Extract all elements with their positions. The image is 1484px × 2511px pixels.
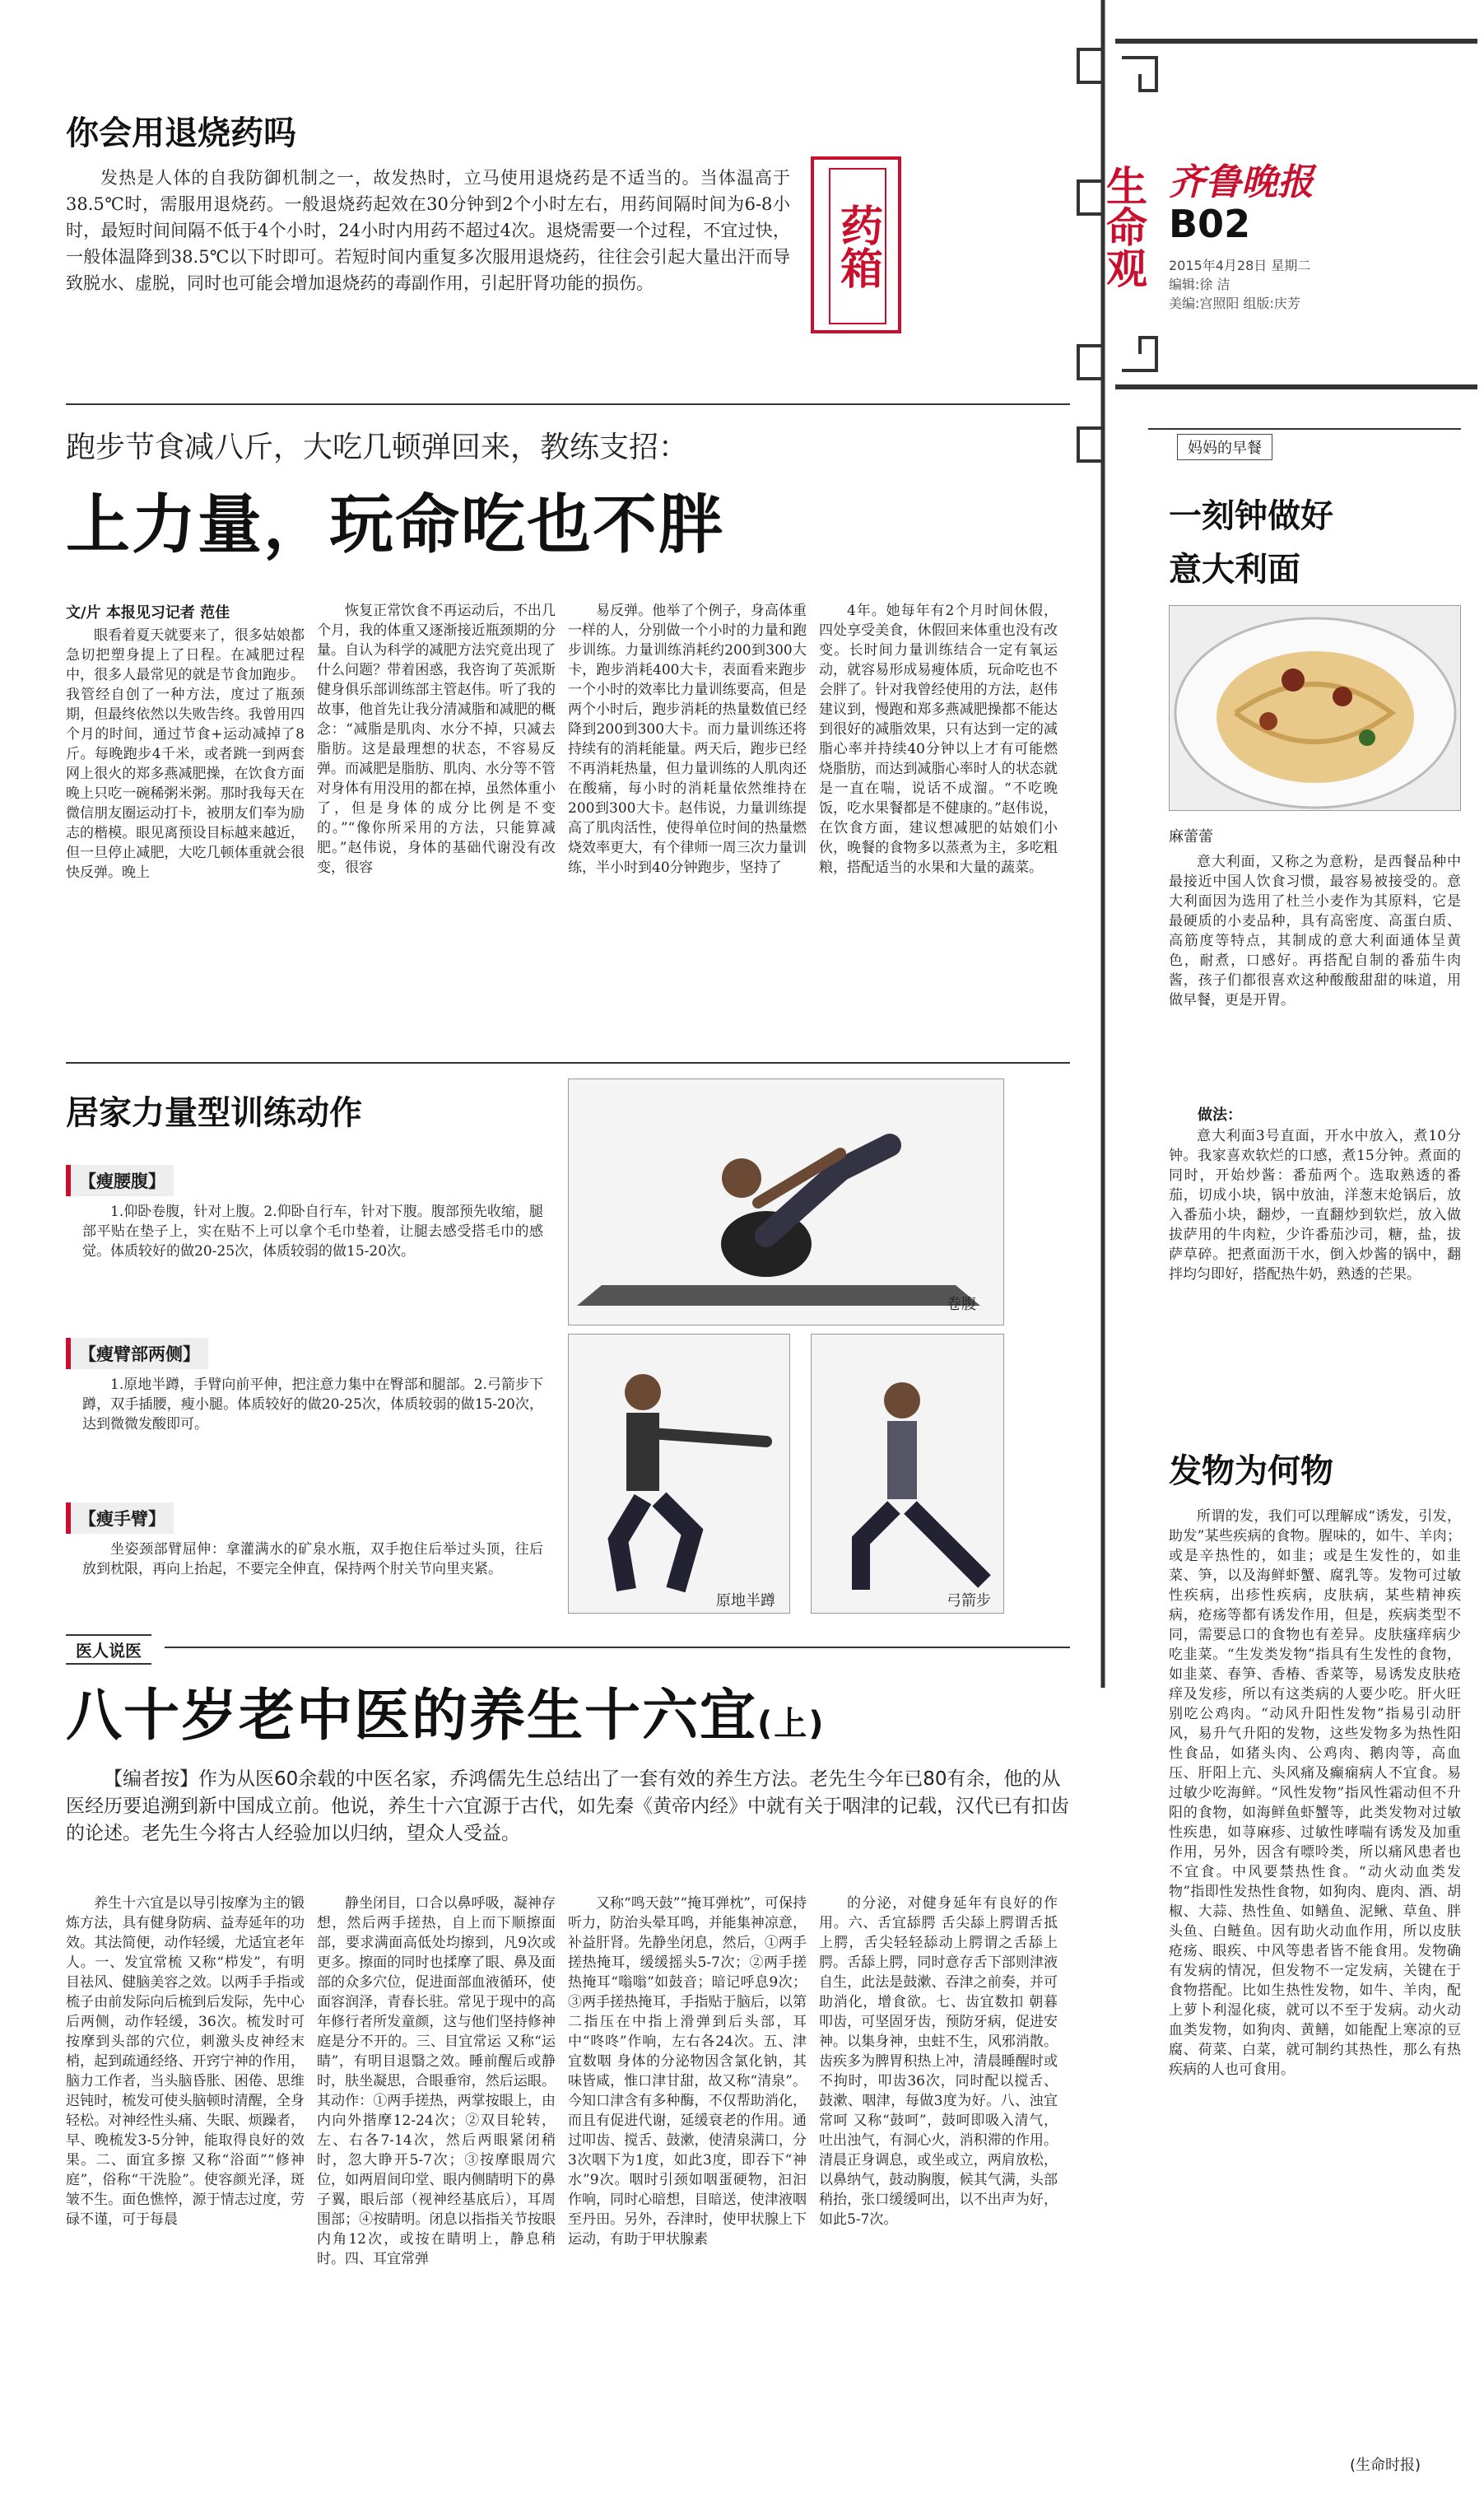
training-label-arms: 【瘦手臂】 [66,1502,174,1534]
sidebar-method: 意大利面3号直面，开水中放入，煮10分钟。我家喜欢软烂的口感，煮15分钟。煮面的同时，开始炒酱：番茄两个。选取熟透的番茄，切成小块，锅中放油，洋葱末炝锅后，放入番茄小块，翻炒，一直翻炒到软烂，放入做拔萨用的牛肉粒，少许番茄沙司，糖，盐，拔萨草碎。把煮面沥干水，倒入炒酱的锅中，翻拌均匀即好，搭配热牛奶，熟透的芒果。 [1169,1128,1461,1283]
medicine-box-badge: 药箱 [811,156,901,333]
sidebar-body-2: 所谓的发，我们可以理解成“诱发，引发，助发”某些疾病的食物。腥味的，如牛、羊肉；或是辛热性的，如韭；或是生发性的，如韭菜、笋，以及海鲜虾蟹、腐乳等。发物可过敏性疾病，出疹性疾病，皮肤病，某些精神疾病，疮疡等都有诱发作用，但是，疾病类型不同，需要忌口的食物也有差异。皮肤瘙痒病少吃韭菜。“生发类发物”指具有生发性的食物，如韭菜、春笋、香椿、香菜等，易诱发皮肤疮痒及发疹，所以有这类病的人要少吃。肝火旺别吃公鸡肉。“动风升阳性发物”指易引动肝风，易升气升阳的发物，这些发物多为热性阳性食品，如猪头肉、公鸡肉、鹅肉等，高血压、肝阳上亢、头风痛及癫痫病人不宜食。易过敏少吃海鲜。“风性发物”指风性霜动但不升阳的食物，如海鲜鱼虾蟹等，此类发物对过敏性疾患，如荨麻疹、过敏性哮喘有诱发及加重作用，另外，因含有嘌呤类，所以痛风患者也不宜食。中风要禁热性食。“动火动血类发物”指即性发热性食物，如狗肉、鹿肉、酒、胡椒、大蒜、热性鱼、如鳝鱼、泥鳅、草鱼、胖头鱼、白鲢鱼。因有助火动血作用，所以皮肤疮疡、眼疾、中风等患者皆不能食用。发物确有发病的情况，但发物不一定发病，关键在于食物搭配。比如生热性发物，如牛、羊肉，配上萝卜利湿化痰，就可以不至于发病。动火动血类发物，如狗肉、黄鳝，如能配上寒凉的豆腐、荷菜、白菜，就可制约其热性，那么有热疾病的人也可食用。 [1169,1508,1461,2078]
crunch-photo [568,1078,1004,1325]
editor-credit: 编辑:徐 洁 [1169,277,1230,292]
newspaper-logo: 齐鲁晚报 [1169,161,1314,203]
training-label-waist: 【瘦腰腹】 [66,1165,174,1196]
article3-col-3: 又称“鸣天鼓”“掩耳弹枕”，可保持听力，防治头晕耳鸣，并能集神凉意，补益肝肾。先静坐闭息，然后，①两手搓热掩耳，缓缓摇头5-7次；②两手搓热掩耳“嗡嗡”如鼓音；暗记呼息9次；③两手搓热掩耳，手指贴于脑后，以第二指压在中指上滑弹到后头部，耳中“咚咚”作响，左右各24次。五、津宜数咽 身体的分泌物因含氯化钠，其味皆咸，惟口津甘甜，故又称“清泉”。今知口津含有多种酶，不仅帮助消化，而且有促进代谢，延缓衰老的作用。通过叩齿、搅舌、鼓漱，使清泉满口，分3次咽下为1度，如此3度，即吞下“神水”9次。咽时引颈如咽蛋硬物，汩汩作响，同时心暗想，目暗送，使津液咽至丹田。另外，吞津时，使甲状腺上下运动，有助于甲状腺素 [568,1895,807,2248]
training-text-waist: 1.仰卧卷腹，针对上腹。2.仰卧自行车，针对下腹。腹部预先收缩，腿部平贴在垫子上，实在贴不上可以拿个毛巾垫着，让腿去感受搭毛巾的感觉。体质较好的做20-25次，体质较弱的做15-20次。 [82,1204,543,1260]
page-number: B02 [1169,202,1251,246]
article2-byline: 文/片 本报见习记者 范佳 [66,604,230,622]
sidebar-body: 意大利面，又称之为意粉，是西餐品种中最接近中国人饮食习惯，最容易被接受的。意大利面因为选用了杜兰小麦作为其原料，它是最硬质的小麦品种，具有高密度、高蛋白质、高筋度等特点，其制成的意大利面通体呈黄色，耐煮，口感好。再搭配自制的番茄牛肉酱，孩子们都很喜欢这种酸酸甜甜的味道，用做早餐，更是开胃。 [1169,854,1461,1009]
issue-date: 2015年4月28日 星期二 [1169,258,1311,273]
section-name: 生命观 [1100,165,1148,288]
lunge-caption: 弓箭步 [947,1592,991,1610]
article3-intro: 【编者按】作为从医60余载的中医名家，乔鸿儒先生总结出了一套有效的养生方法。老先生今年已80有余，他的从医经历要追溯到新中国成立前。他说，养生十六宜源于古代，如先秦《黄帝内经》中就有关于咽津的记载，汉代已有扣齿的论述。老先生今将古人经验加以归纳，望众人受益。 [66,1768,1069,1844]
article2-col-3: 易反弹。他举了个例子，身高体重一样的人，分别做一个小时的力量和跑步训练。力量训练消耗约200到300大卡，跑步消耗400大卡，表面看来跑步一个小时的效率比力量训练要高，但是两个小时后，跑步消耗的热量数值已经降到200到300大卡。而力量训练还将持续有的消耗能量。两天后，跑步已经不再消耗热量，但力量训练的人肌肉还在酸痛，每小时的消耗量依然维持在200到300大卡。赵伟说，力量训练提高了肌肉活性，使得单位时间的热量燃烧效率更大，有个律师一周三次力量训练，半小时到40分钟跑步，坚持了 [568,603,807,876]
article3-title-suffix: (上) [757,1705,826,1743]
divider [66,1062,1070,1064]
sidebar-title-2: 意大利面 [1169,551,1300,589]
sidebar-title-3: 发物为何物 [1169,1452,1333,1490]
article2-kicker: 跑步节食减八斤，大吃几顿弹回来，教练支招： [66,431,689,464]
sidebar-tag: 妈妈的早餐 [1177,434,1272,460]
article2-col-2: 恢复正常饮食不再运动后，不出几个月，我的体重又逐渐接近瓶颈期的分量。自认为科学的减肥方法究竟出现了什么问题？带着困惑，我咨询了英派斯健身俱乐部训练部主管赵伟。听了我的故事，他首先让我分清减脂和减肥的概念：“减脂是肌肉、水分不掉，只减去脂肪。这是最理想的状态，不容易反弹。而减肥是脂肪、肌肉、水分等不管对身体有用没用的都在掉，虽然体重小了，但是身体的成分比例是不变的。”“像你所采用的方法，只能算减肥。”赵伟说，身体的基础代谢没有改变，很容 [317,603,556,876]
sidebar-title-1: 一刻钟做好 [1169,497,1333,535]
squat-caption: 原地半蹲 [716,1592,775,1610]
sidebar-author: 麻蕾蕾 [1169,828,1213,846]
training-text-hips: 1.原地半蹲，手臂向前平伸，把注意力集中在臀部和腿部。2.弓箭步下蹲，双手插腰，瘦小腿。体质较好的做20-25次，体质较弱的做15-20次，达到微微发酸即可。 [82,1377,543,1433]
article2-col-4: 4年。她每年有2个月时间休假，四处享受美食，休假回来体重也没有改变。长时间力量训练结合一定有氧运动，就容易形成易瘦体质，玩命吃也不会胖了。针对我曾经使用的方法，赵伟建议到，慢跑和郑多燕减肥操都不能达到很好的减脂效果，只有达到一定的减脂心率并持续40分钟以上才有可能燃烧脂肪，而达到减脂心率时人的状态就是一直在喘，说话不成溜。“不吃晚饭，吃水果餐都是不健康的。”赵伟说，在饮食方面，建议想减肥的姑娘们小伙，晚餐的食物多以蒸煮为主，多吃粗粮，搭配适当的水果和大量的蔬菜。 [819,603,1058,876]
article3-title: 八十岁老中医的养生十六宜(上) [66,1684,826,1749]
crunch-caption: 卷腹 [947,1296,976,1313]
sidebar-credit: (生命时报) [1350,2457,1421,2474]
pasta-photo [1169,605,1461,811]
article1-body: 发热是人体的自我防御机制之一，故发热时，立马使用退烧药是不适当的。当体温高于38.5℃时，需服用退烧药。一般退烧药起效在30分钟到2个小时左右，用药间隔时间为6-8小时，最短时间间隔不低于4个小时，24小时内用药不超过4次。退烧需要一个过程，不宜过快，一般体温降到38.5℃以下时即可。若短时间内重复多次服用退烧药，往往会引起大量出汗而导致脱水、虚脱，同时也可能会增加退烧药的毒副作用，引起肝肾功能的损伤。 [66,168,790,293]
training-title: 居家力量型训练动作 [66,1094,362,1132]
article3-col-2: 静坐闭目，口合以鼻呼吸，凝神存想，然后两手搓热，自上而下顺擦面部，要求满面高低处均擦到，凡9次或更多。擦面的同时也揉摩了眼、鼻及面部的众多穴位，促进面部血液循环，使面容润泽，青春长驻。常见于现中的高年修行者所发童颜，这与他们坚持修神庭是分不开的。三、目宜常运 又称“运睛”，有明目退翳之效。睡前醒后或静时，肤坐凝思，合眼垂帘，然后运眼。其动作：①两手搓热，两掌按眼上，由内向外揩摩12-24次；②双目轮转，左、右各7-14次，然后两眼紧闭稍时，忽大睁开5-7次；③按摩眼周穴位，如两眉间印堂、眼内侧睛明下的鼻子翼，眼后部（视神经基底后），耳周围部；④按睛明。闭息以指指关节按眼内角12次，或按在睛明上，静息稍时。四、耳宜常弹 [317,1895,556,2267]
article3-col-1: 养生十六宜是以导引按摩为主的锻炼方法，具有健身防病、益寿延年的功效。其法简便，动作轻缓，尤适宜老年人。一、发宜常梳 又称“栉发”，有明目祛风、健脑美容之效。以两手手指或梳子由前发际向后梳到后发际，先中心后两侧，动作轻缓，36次。梳发时可按摩到头部的穴位，刺激头皮神经末梢，起到疏通经络、开窍宁神的作用，脑力工作者，当头脑昏胀、困倦、思维迟钝时，梳发可使头脑顿时清醒，全身轻松。对神经性头痛、失眠、烦躁者，早、晚梳发3-5分钟，能取得良好的效果。二、面宜多擦 又称“浴面”“修神庭”，俗称“干洗脸”。使容颜光泽，斑皱不生。面色憔悴，源于情志过度，劳碌不谨，可于每晨 [66,1895,305,2228]
article2-col-1: 眼看着夏天就要来了，很多姑娘都急切把塑身提上了日程。在减肥过程中，很多人最常见的就是节食加跑步。我管经自创了一种方法，度过了瓶颈期，但最终依然以失败告终。我曾用四个月的时间，通过节食+运动减掉了8斤。每晚跑步4千米，或者跳一到两套网上很火的郑多燕减肥操，在饮食方面晚上只吃一碗稀粥米粥。那时我每天在微信朋友圈运动打卡，被朋友们奉为励志的楷模。眼见离预设目标越来越近，但一旦停止减肥，大吃几顿体重就会很快反弹。晚上 [66,627,305,881]
divider [66,403,1070,405]
sidebar-method-label: 做法： [1198,1106,1242,1124]
article1-title: 你会用退烧药吗 [66,114,296,152]
article2-title: 上力量，玩命吃也不胖 [66,488,725,562]
article3-col-4: 的分泌，对健身延年有良好的作用。六、舌宜舔腭 舌尖舔上腭谓舌抵上腭，舌尖轻轻舔动上腭谓之舌舔上腭。舌舔上腭，同时意存舌下部则津液自生，此法是鼓漱、吞津之前奏，并可助消化，增食欲。七、齿宜数扣 朝暮叩齿，可坚固牙齿，预防牙病，促进安神。以集身神，虫蛀不生，风邪消散。齿疾多为脾胃积热上冲，清晨睡醒时或不拘时，叩齿36次，同时配以搅舌、鼓漱、咽津，每做3度为好。八、浊宜常呵 又称“鼓呵”，鼓呵即吸入清气，吐出浊气，有洞心火，消积滞的作用。清晨正身调息，或坐或立，两肩放松，以鼻纳气，鼓动胸腹，候其气满，头部稍抬，张口缓缓呵出，以不出声为好，如此5-7次。 [819,1895,1058,2228]
squat-photo [568,1334,790,1614]
designer-credit: 美编:宫照阳 组版:庆芳 [1169,296,1300,311]
divider [165,1647,1070,1648]
training-text-arms: 坐姿颈部臂屈伸：拿灌满水的矿泉水瓶，双手抱住后举过头顶，往后放到枕限，再向上抬起，不要完全伸直，保持两个肘关节向里夹紧。 [82,1541,543,1577]
lunge-photo [811,1334,1004,1614]
sidebar-divider [1148,428,1461,430]
article3-tag: 医人说医 [66,1634,151,1665]
training-label-hips: 【瘦臂部两侧】 [66,1338,208,1369]
